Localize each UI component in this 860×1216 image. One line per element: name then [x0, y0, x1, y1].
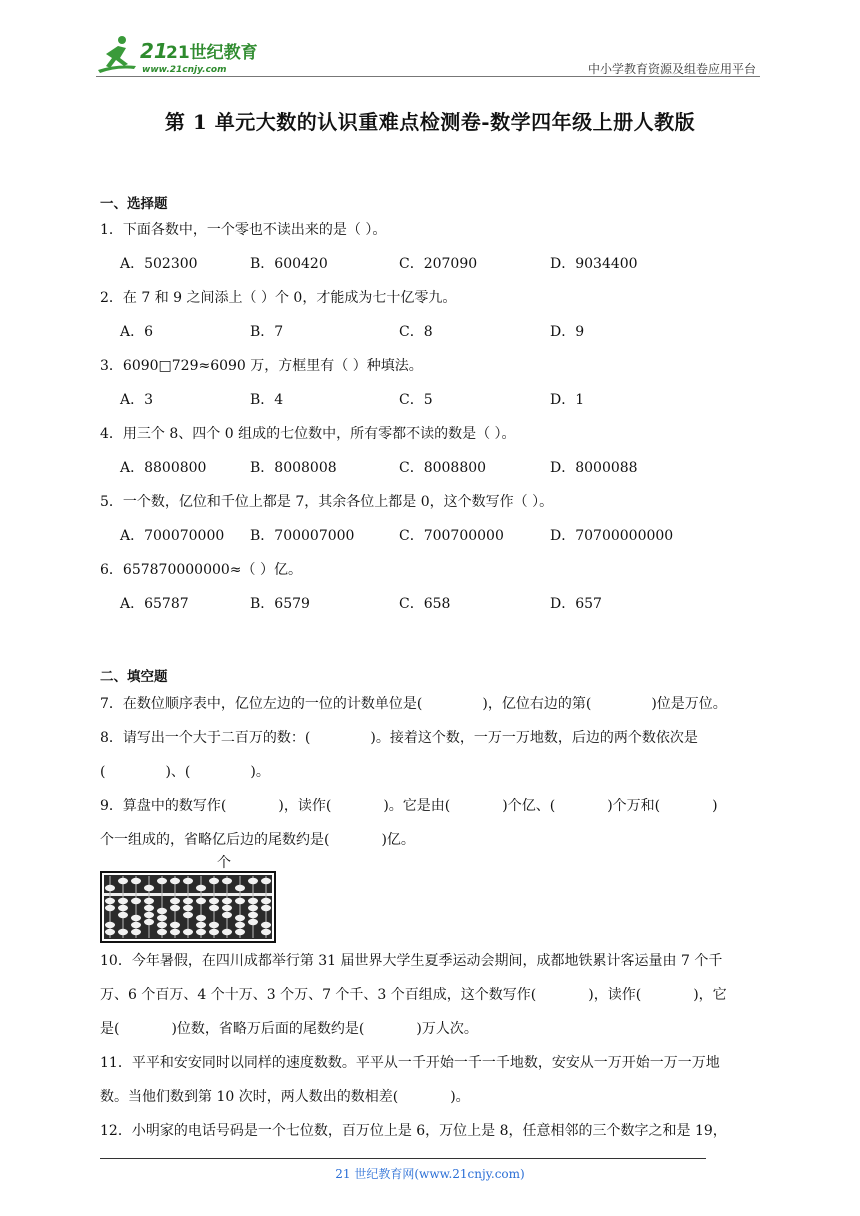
abacus-bead	[170, 905, 180, 911]
question-11: 11．平平和安安同时以同样的速度数数。平平从一千开始一千一千地数，安安从一万开始一万一万地	[100, 1055, 720, 1071]
abacus-bead	[235, 929, 245, 935]
abacus-bead	[183, 878, 193, 884]
question-8-cont: ( )、( )。	[100, 764, 270, 780]
options-6	[120, 593, 760, 613]
section-title-choice: 一、选择题	[100, 196, 168, 212]
abacus-bead	[131, 915, 141, 921]
abacus-bead	[261, 898, 271, 904]
abacus-bead	[222, 929, 232, 935]
abacus-bead	[144, 912, 154, 918]
question-1: 1．下面各数中，一个零也不读出来的是（ ）。	[100, 222, 387, 238]
option-a: A．3	[120, 392, 154, 408]
abacus-bead	[222, 905, 232, 911]
abacus-bead	[183, 898, 193, 904]
abacus-bead	[261, 922, 271, 928]
option-a: A．8800800	[120, 460, 207, 476]
options-2	[120, 321, 760, 341]
abacus-bead	[118, 878, 128, 884]
abacus-bead	[144, 885, 154, 891]
question-7: 7．在数位顺序表中，亿位左边的一位的计数单位是( )，亿位右边的第( )位是万位。	[100, 696, 727, 712]
option-a: A．502300	[120, 256, 198, 272]
abacus-bead	[105, 885, 115, 891]
abacus-bead	[157, 922, 167, 928]
question-9: 9．算盘中的数写作( )，读作( )。它是由( )个亿、( )个万和( )	[100, 798, 718, 814]
abacus-bead	[222, 898, 232, 904]
option-c: C．5	[399, 392, 433, 408]
abacus-bead	[170, 922, 180, 928]
question-11-cont: 数。当他们数到第 10 次时，两人数出的数相差( )。	[100, 1089, 470, 1105]
abacus-bead	[235, 885, 245, 891]
question-9-cont: 个一组成的，省略亿后边的尾数约是( )亿。	[100, 832, 415, 848]
abacus-bead	[131, 929, 141, 935]
option-c: C．700700000	[399, 528, 504, 544]
abacus-bead	[209, 922, 219, 928]
question-4: 4．用三个 8、四个 0 组成的七位数中，所有零都不读的数是（ ）。	[100, 426, 516, 442]
option-c: C．207090	[399, 256, 478, 272]
option-b: B．7	[250, 324, 284, 340]
abacus-bead	[261, 878, 271, 884]
abacus-bead	[170, 929, 180, 935]
abacus-bead	[118, 905, 128, 911]
question-10-cont2: 是( )位数，省略万后面的尾数约是( )万人次。	[100, 1021, 478, 1037]
site-slogan: 中小学教育资源及组卷应用平台	[587, 62, 756, 76]
question-5: 5．一个数，亿位和千位上都是 7，其余各位上都是 0，这个数写作（ ）。	[100, 494, 554, 510]
abacus-bead	[183, 905, 193, 911]
page-title: 第 1 单元大数的认识重难点检测卷-数学四年级上册人教版	[164, 110, 696, 134]
options-5	[120, 525, 760, 545]
option-b: B．700007000	[250, 528, 355, 544]
svg-text:www.21cnjy.com: www.21cnjy.com	[142, 65, 227, 75]
abacus-bead	[222, 912, 232, 918]
abacus-bead	[157, 915, 167, 921]
abacus-bead	[105, 905, 115, 911]
option-c: C．8008800	[399, 460, 487, 476]
abacus-bead	[131, 878, 141, 884]
footer-divider	[100, 1158, 706, 1159]
section-title-fill: 二、填空题	[100, 669, 168, 685]
abacus-bead	[118, 912, 128, 918]
abacus-bead	[183, 912, 193, 918]
abacus-bead	[248, 905, 258, 911]
question-12: 12．小明家的电话号码是一个七位数，百万位上是 6，万位上是 8，任意相邻的三个数字之和是 19，	[100, 1123, 727, 1139]
question-6: 6．657870000000≈（ ）亿。	[100, 562, 302, 578]
abacus-bead	[144, 898, 154, 904]
option-d: D．657	[550, 596, 602, 612]
abacus-bead	[261, 929, 271, 935]
option-c: C．8	[399, 324, 433, 340]
option-d: D．9034400	[550, 256, 638, 272]
abacus-bead	[248, 878, 258, 884]
footer-link[interactable]: 21 世纪教育网(www.21cnjy.com)	[335, 1167, 525, 1181]
abacus-bead	[118, 929, 128, 935]
abacus-bead	[170, 898, 180, 904]
question-2: 2．在 7 和 9 之间添上（ ）个 0，才能成为七十亿零九。	[100, 290, 457, 306]
option-d: D．1	[550, 392, 585, 408]
option-d: D．70700000000	[550, 528, 674, 544]
abacus-bead	[157, 878, 167, 884]
abacus-bead	[144, 919, 154, 925]
options-4	[120, 457, 760, 477]
abacus-bead	[196, 922, 206, 928]
abacus-bead	[196, 885, 206, 891]
question-8: 8．请写出一个大于二百万的数：( )。接着这个数，一万一万地数，后边的两个数依次是	[100, 730, 698, 746]
abacus-bead	[196, 898, 206, 904]
abacus-bead	[248, 898, 258, 904]
option-b: B．600420	[250, 256, 328, 272]
options-1	[120, 253, 760, 273]
options-3	[120, 389, 760, 409]
option-a: A．6	[120, 324, 154, 340]
abacus-bead	[157, 908, 167, 914]
abacus-bead	[183, 929, 193, 935]
question-10: 10．今年暑假，在四川成都举行第 31 届世界大学生夏季运动会期间，成都地铁累计客运量由 7 个千	[100, 953, 723, 969]
abacus-bead	[105, 922, 115, 928]
abacus-bead	[209, 929, 219, 935]
abacus-bead	[196, 929, 206, 935]
svg-text:21: 21	[140, 39, 168, 63]
abacus-image	[100, 854, 276, 944]
abacus-bead	[105, 929, 115, 935]
site-logo	[96, 34, 266, 76]
abacus-bead	[209, 898, 219, 904]
option-c: C．658	[399, 596, 451, 612]
page-header	[96, 30, 760, 78]
abacus-bead	[170, 878, 180, 884]
option-b: B．4	[250, 392, 284, 408]
abacus-bead	[131, 898, 141, 904]
abacus-ones-label: 个	[217, 855, 231, 871]
svg-text:21世纪教育: 21世纪教育	[166, 43, 258, 63]
abacus-bead	[196, 915, 206, 921]
abacus-bead	[144, 905, 154, 911]
abacus-bead	[261, 905, 271, 911]
abacus-bead	[157, 929, 167, 935]
abacus-bead	[235, 922, 245, 928]
abacus-bead	[131, 922, 141, 928]
abacus-bead	[248, 919, 258, 925]
abacus-bead	[235, 898, 245, 904]
option-d: D．8000088	[550, 460, 638, 476]
abacus-bead	[209, 878, 219, 884]
option-d: D．9	[550, 324, 585, 340]
question-10-cont: 万、6 个百万、4 个十万、3 个万、7 个千、3 个百组成，这个数写作( )，读作( )，它	[100, 987, 727, 1003]
question-3: 3．6090□729≈6090 万，方框里有（ ）种填法。	[100, 358, 423, 374]
abacus-bead	[248, 912, 258, 918]
abacus-bead	[222, 878, 232, 884]
abacus-bead	[235, 915, 245, 921]
option-a: A．65787	[120, 596, 189, 612]
option-b: B．8008008	[250, 460, 337, 476]
header-divider	[96, 76, 760, 77]
abacus-bead	[118, 898, 128, 904]
abacus-bead	[209, 905, 219, 911]
option-b: B．6579	[250, 596, 310, 612]
option-a: A．700070000	[120, 528, 225, 544]
abacus-bead	[105, 898, 115, 904]
